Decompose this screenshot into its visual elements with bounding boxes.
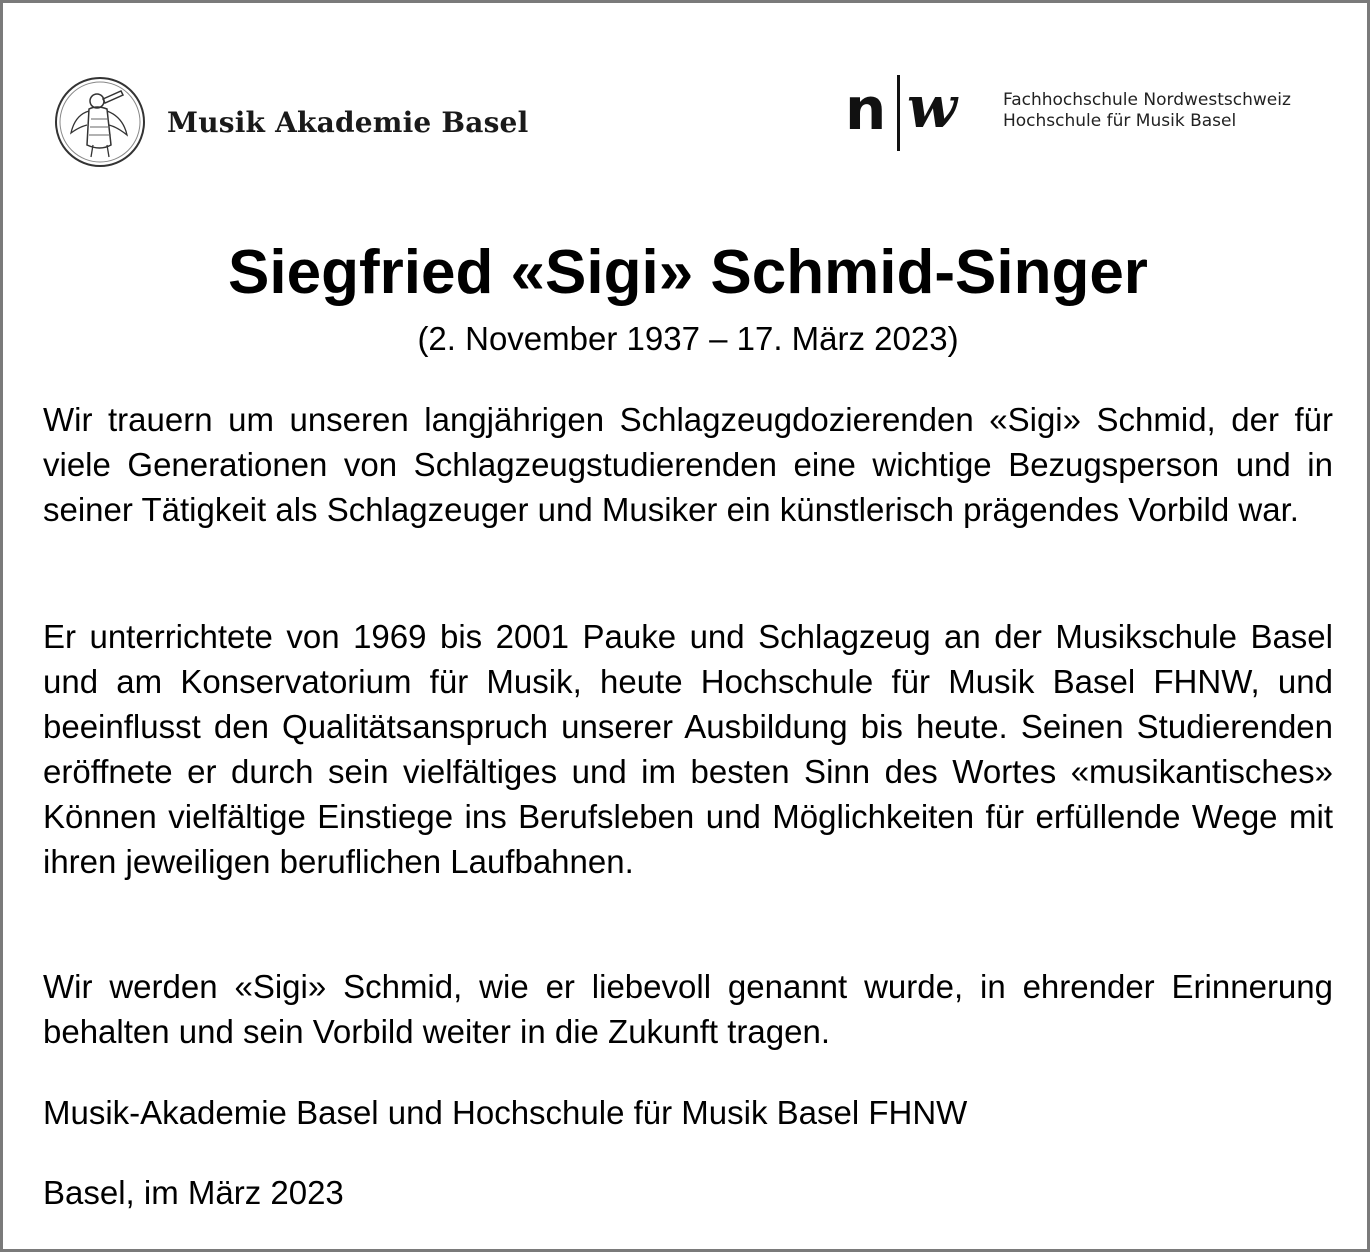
- musik-akademie-logo: [53, 75, 528, 169]
- deceased-name: Siegfried «Sigi» Schmid-Singer: [228, 238, 1148, 307]
- fhnw-w-letter: w: [907, 73, 957, 141]
- place-date: Basel, im März 2023: [43, 1174, 344, 1211]
- life-dates: (2. November 1937 – 17. März 2023): [417, 320, 959, 357]
- paragraph-remembrance: Wir werden «Sigi» Schmid, wie er liebevoll genannt wurde, in ehrender Erinnerung behalten und sein Vorbild weiter in die Zukunft tragen.: [43, 968, 1333, 1050]
- fhnw-n-letter: n: [845, 75, 887, 143]
- fhnw-divider: [897, 75, 900, 151]
- signature: Musik-Akademie Basel und Hochschule für Musik Basel FHNW: [43, 1094, 968, 1131]
- paragraph-tribute: Wir trauern um unseren langjährigen Schlagzeugdozierenden «Sigi» Schmid, der für viele Generationen von Schlagzeugstudierenden eine wichtige Bezugsperson und in seiner Tätigkeit als Schlagzeuger und Musiker ein künstlerisch prägendes Vorbild war.: [43, 401, 1333, 528]
- fhnw-name-line2: Hochschule für Musik Basel: [1003, 111, 1237, 131]
- angel-seal-icon: [53, 75, 147, 169]
- paragraph-career: Er unterrichtete von 1969 bis 2001 Pauke und Schlagzeug an der Musikschule Basel und am Konservatorium für Musik, heute Hochschule für Musik Basel FHNW, und beeinflusst den Qualitätsanspruch unserer Ausbildung bis heute. Seinen Studierenden eröffnete er durch sein vielfältiges und im besten Sinn des Wortes «musikantisches» Können vielfältige Einstiege ins Berufsleben und Möglichkeiten für erfüllende Wege mit ihren jeweiligen beruflichen Laufbahnen.: [43, 618, 1333, 880]
- fhnw-logo: [845, 75, 1291, 151]
- musik-akademie-name: Musik Akademie Basel: [167, 105, 529, 139]
- fhnw-nw-mark: [845, 75, 975, 151]
- fhnw-name-line1: Fachhochschule Nordwestschweiz: [1003, 90, 1291, 110]
- fhnw-name: [1003, 90, 1291, 132]
